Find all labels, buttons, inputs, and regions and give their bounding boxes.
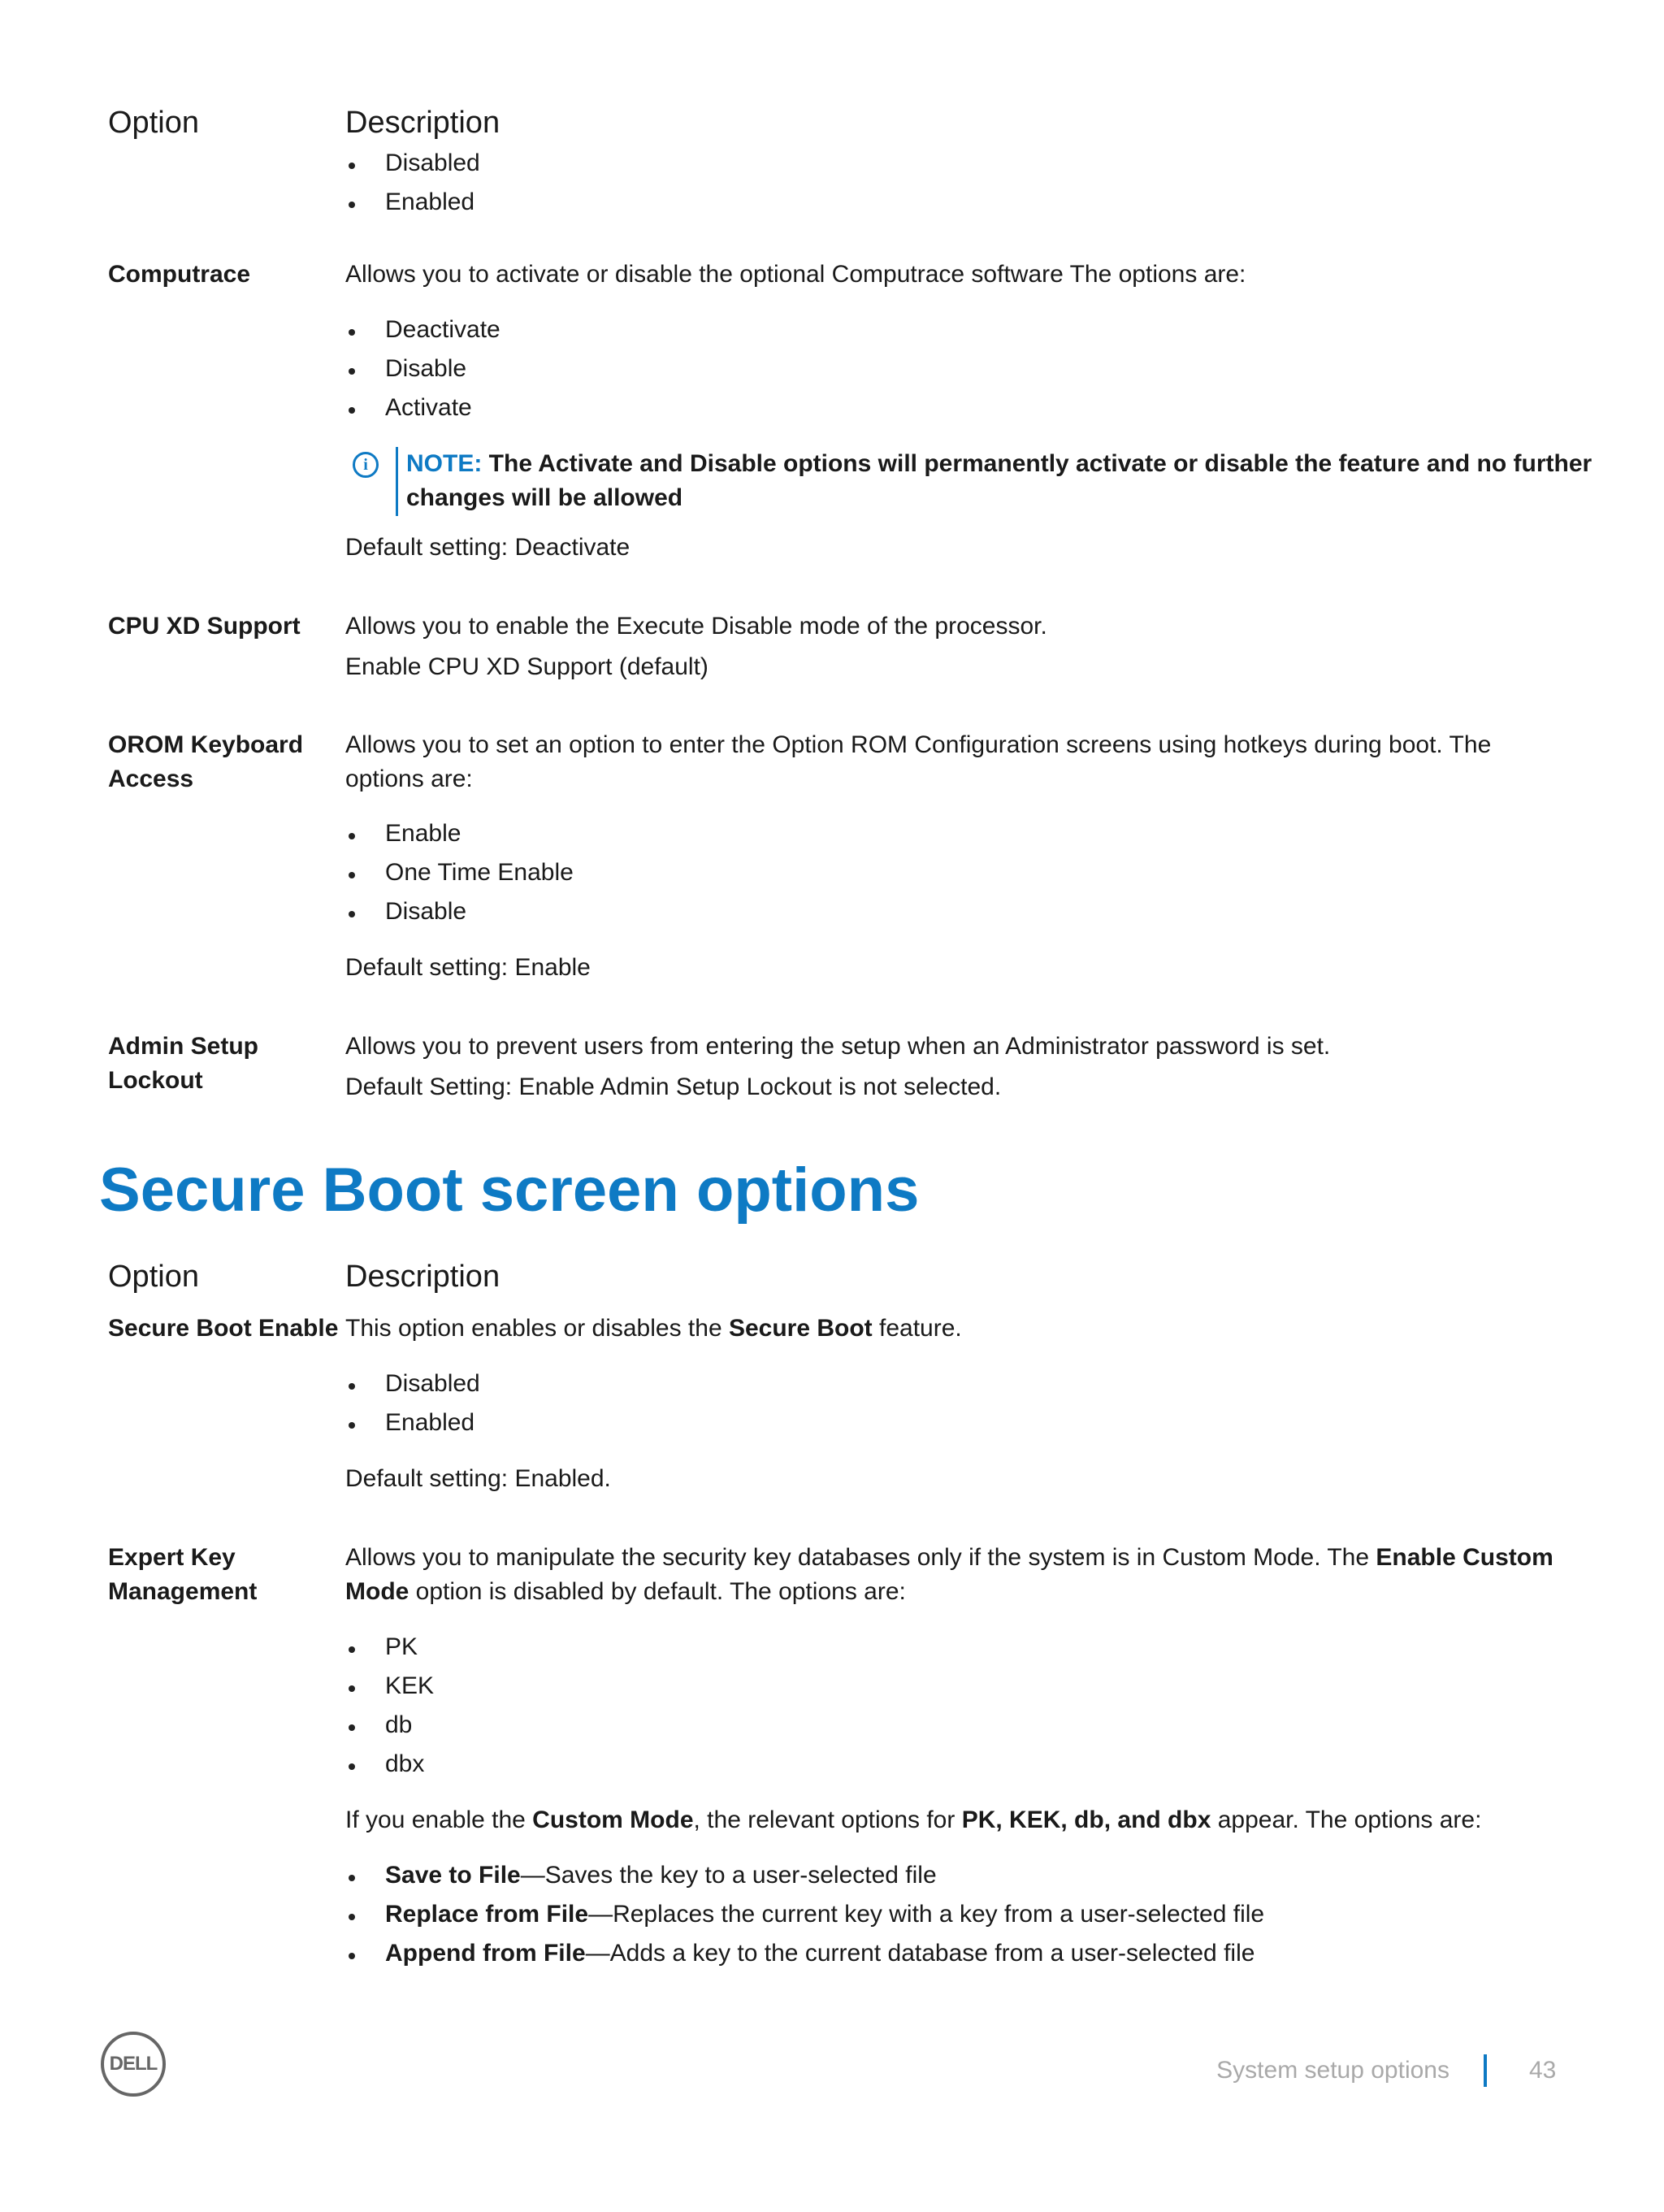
list-item: Disable	[385, 898, 467, 925]
note-label: NOTE:	[406, 450, 483, 477]
option-description: Allows you to prevent users from entering the setup when an Administrator password is set.	[345, 1033, 1331, 1060]
option-name-orom: Access	[108, 766, 194, 792]
bullet	[349, 1763, 355, 1770]
bullet	[349, 407, 355, 414]
note-text: The Activate and Disable options will permanently activate or disable the feature and no further	[488, 450, 1592, 477]
description-bold: Mode	[345, 1578, 410, 1605]
custom-mode-description	[345, 1803, 1481, 1837]
bullet	[349, 1953, 355, 1959]
option-description: options are:	[345, 766, 473, 792]
default-setting: Default setting: Enable	[345, 954, 591, 981]
footer-separator	[1484, 2054, 1487, 2087]
default-setting: Default setting: Enabled.	[345, 1465, 611, 1492]
description-text: If you enable the	[345, 1806, 533, 1833]
info-icon: i	[353, 452, 379, 478]
list-item	[385, 1937, 1254, 1971]
section-title: Secure Boot screen options	[99, 1156, 920, 1225]
list-item: KEK	[385, 1672, 435, 1699]
default-setting: Default setting: Deactivate	[345, 534, 630, 561]
item-bold: Save to File	[385, 1862, 521, 1889]
item-text: —Saves the key to a user-selected file	[520, 1862, 937, 1889]
list-item: dbx	[385, 1750, 425, 1777]
default-setting: Default Setting: Enable Admin Setup Lockout is not selected.	[345, 1073, 1002, 1100]
bullet	[349, 1646, 355, 1653]
option-description: Allows you to enable the Execute Disable mode of the processor.	[345, 613, 1047, 640]
option-setting: Enable CPU XD Support (default)	[345, 653, 708, 680]
bullet	[349, 163, 355, 169]
option-name-admin-lockout: Lockout	[108, 1067, 203, 1094]
option-description	[345, 1312, 962, 1346]
option-name-admin-lockout: Admin Setup	[108, 1033, 258, 1060]
bullet	[349, 1422, 355, 1429]
bullet	[349, 202, 355, 208]
bullet	[349, 1914, 355, 1920]
bullet	[349, 833, 355, 839]
description-text: , the relevant options for	[693, 1806, 962, 1833]
bullet	[349, 1685, 355, 1692]
option-name-expert-key: Management	[108, 1578, 258, 1605]
column-header-description: Description	[345, 1260, 500, 1294]
list-item: PK	[385, 1633, 418, 1660]
list-item: Activate	[385, 394, 472, 421]
option-name-cpu-xd: CPU XD Support	[108, 613, 301, 640]
bullet	[349, 1875, 355, 1881]
list-item: Disable	[385, 355, 467, 382]
note-line	[406, 447, 1592, 481]
list-item: Enabled	[385, 1409, 475, 1436]
description-bold: Enable Custom	[1376, 1544, 1554, 1571]
footer-section-title: System setup options	[1216, 2057, 1450, 2084]
list-item	[385, 1859, 937, 1893]
item-text: —Replaces the current key with a key from a user-selected file	[588, 1901, 1265, 1928]
list-item	[385, 1898, 1264, 1932]
option-name-orom: OROM Keyboard	[108, 731, 304, 758]
item-bold: Append from File	[385, 1940, 586, 1967]
description-text: feature.	[872, 1315, 962, 1342]
option-description: Allows you to set an option to enter the Option ROM Configuration screens using hotkeys during boot. The	[345, 731, 1492, 758]
note-text: changes will be allowed	[406, 484, 683, 511]
option-name-computrace: Computrace	[108, 261, 251, 288]
option-name-secure-boot-enable: Secure Boot Enable	[108, 1315, 339, 1342]
description-bold: Custom Mode	[532, 1806, 694, 1833]
option-description	[345, 1575, 906, 1609]
item-text: —Adds a key to the current database from a user-selected file	[585, 1940, 1255, 1967]
option-description: Allows you to activate or disable the optional Computrace software The options are:	[345, 261, 1246, 288]
description-text: This option enables or disables the	[345, 1315, 729, 1342]
column-header-option: Option	[108, 106, 199, 140]
description-text: option is disabled by default. The options are:	[409, 1578, 906, 1605]
list-item: db	[385, 1711, 413, 1738]
description-bold: PK, KEK, db, and dbx	[961, 1806, 1211, 1833]
option-description	[345, 1541, 1554, 1575]
option-name-expert-key: Expert Key	[108, 1544, 236, 1571]
list-item: Deactivate	[385, 316, 500, 343]
list-item: Disabled	[385, 150, 480, 176]
note-bar	[396, 447, 398, 516]
item-bold: Replace from File	[385, 1901, 589, 1928]
list-item: Enable	[385, 820, 462, 847]
list-item: Disabled	[385, 1370, 480, 1397]
bullet	[349, 368, 355, 375]
description-text: appear. The options are:	[1211, 1806, 1482, 1833]
column-header-description: Description	[345, 106, 500, 140]
column-header-option: Option	[108, 1260, 199, 1294]
page-number: 43	[1529, 2057, 1557, 2084]
bullet	[349, 1724, 355, 1731]
description-bold: Secure Boot	[728, 1315, 873, 1342]
bullet	[349, 329, 355, 336]
dell-logo: DELL	[101, 2032, 166, 2097]
description-text: Allows you to manipulate the security key databases only if the system is in Custom Mode. The	[345, 1544, 1376, 1571]
bullet	[349, 911, 355, 917]
bullet	[349, 872, 355, 878]
bullet	[349, 1383, 355, 1390]
list-item: Enabled	[385, 189, 475, 215]
list-item: One Time Enable	[385, 859, 574, 886]
